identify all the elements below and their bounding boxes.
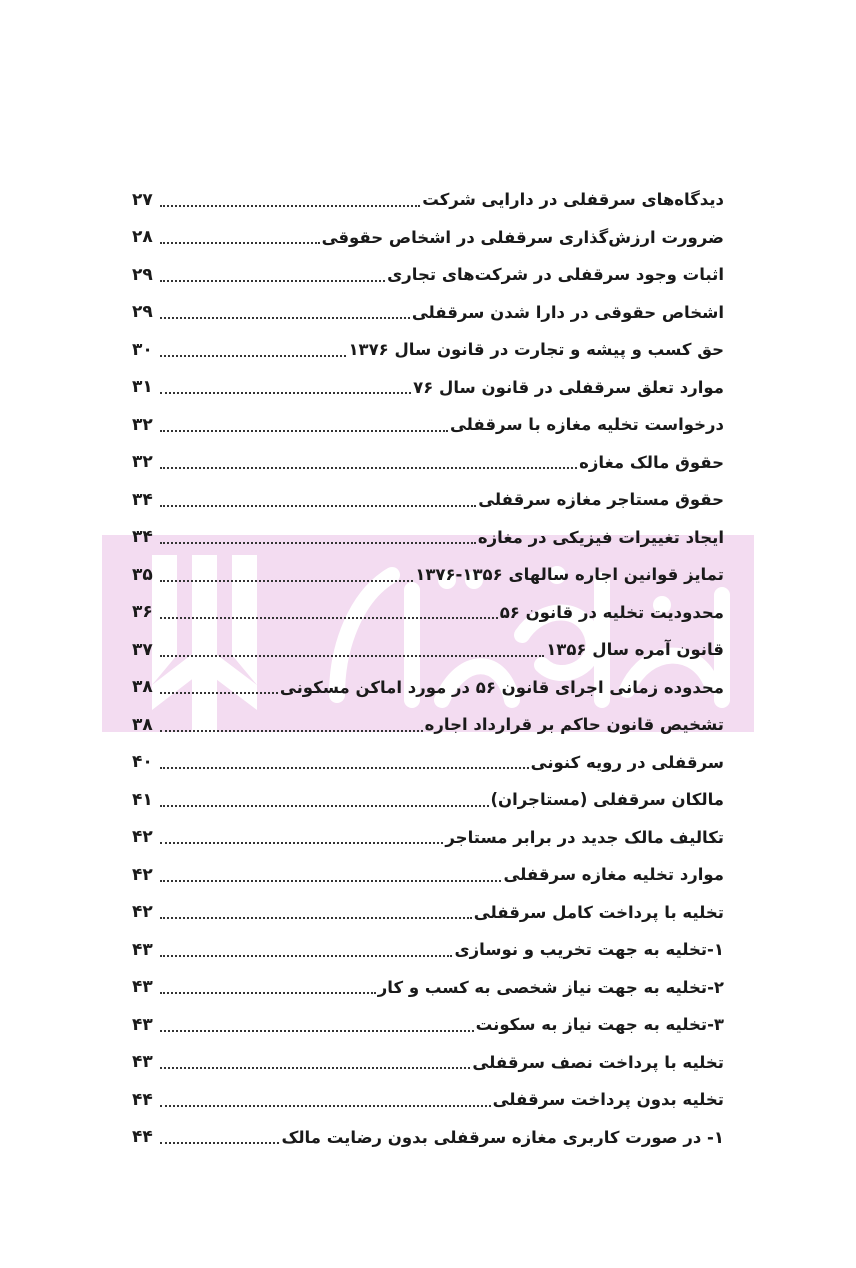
- toc-entry: [132, 519, 724, 557]
- toc-leader-dots: [160, 205, 420, 207]
- toc-entry: [132, 369, 724, 407]
- toc-entry-title: حقوق مالک مغازه: [579, 452, 724, 472]
- toc-leader-dots: [160, 842, 443, 844]
- toc-entry: [132, 894, 724, 932]
- toc-entry: [132, 594, 724, 632]
- toc-leader-dots: [160, 655, 544, 657]
- toc-entry-page-number: ۳۱: [132, 377, 153, 398]
- toc-entry: [132, 556, 724, 594]
- toc-entry-page-number: ۴۴: [132, 1127, 153, 1148]
- toc-entry-page-number: ۲۹: [132, 264, 153, 285]
- toc-entry-page-number: ۳۵: [132, 564, 153, 585]
- toc-leader-dots: [160, 1142, 279, 1144]
- toc-entry: [132, 256, 724, 294]
- toc-entry-page-number: ۴۲: [132, 827, 153, 848]
- toc-entry-page-number: ۳۶: [132, 602, 153, 623]
- toc-entry: [132, 969, 724, 1007]
- toc-entry-page-number: ۳۲: [132, 414, 153, 435]
- toc-entry-page-number: ۴۰: [132, 752, 153, 773]
- toc-entry-page-number: ۴۳: [132, 1052, 153, 1073]
- toc-entry-page-number: ۲۷: [132, 189, 153, 210]
- toc-entry: [132, 744, 724, 782]
- toc-leader-dots: [160, 1067, 470, 1069]
- toc-entry-title: محدوده زمانی اجرای قانون ۵۶ در مورد اماکن مسکونی: [279, 677, 724, 697]
- toc-entry-title: ۱-تخلیه به جهت تخریب و نوسازی: [454, 940, 724, 960]
- toc-leader-dots: [160, 542, 476, 544]
- toc-entry: [132, 856, 724, 894]
- toc-entry: [132, 444, 724, 482]
- toc-entry-title: قانون آمره سال ۱۳۵۶: [546, 640, 724, 660]
- toc-entry: [132, 1006, 724, 1044]
- toc-entry-title: تکالیف مالک جدید در برابر مستاجر: [445, 827, 724, 847]
- toc-leader-dots: [160, 1030, 474, 1032]
- toc-entry: [132, 1119, 724, 1157]
- toc-entry: [132, 181, 724, 219]
- toc-leader-dots: [160, 392, 411, 394]
- toc-entry-title: دیدگاه‌های سرقفلی در دارایی شرکت: [422, 190, 724, 210]
- toc-entry-page-number: ۲۹: [132, 302, 153, 323]
- toc-entry-page-number: ۴۳: [132, 939, 153, 960]
- toc-entry-page-number: ۳۸: [132, 677, 153, 698]
- toc-entry-title: ۱- در صورت کاربری مغازه سرقفلی بدون رضایت مالک: [281, 1127, 724, 1147]
- toc-entry-title: تخلیه بدون پرداخت سرقفلی: [492, 1090, 724, 1110]
- toc-entry-title: حقوق مستاجر مغازه سرقفلی: [478, 490, 724, 510]
- toc-entry-title: اثبات وجود سرقفلی در شرکت‌های تجاری: [387, 265, 724, 285]
- toc-entry: [132, 1044, 724, 1082]
- toc-leader-dots: [160, 355, 346, 357]
- toc-entry-title: تخلیه با پرداخت نصف سرقفلی: [472, 1052, 724, 1072]
- toc-leader-dots: [160, 692, 278, 694]
- toc-entry: [132, 294, 724, 332]
- toc-entry-page-number: ۳۷: [132, 639, 153, 660]
- toc-entry-page-number: ۴۲: [132, 902, 153, 923]
- toc-leader-dots: [160, 917, 472, 919]
- toc-leader-dots: [160, 992, 376, 994]
- toc-entry-page-number: ۳۲: [132, 452, 153, 473]
- toc-entry: [132, 931, 724, 969]
- toc-entry-page-number: ۴۳: [132, 1014, 153, 1035]
- toc-leader-dots: [160, 880, 501, 882]
- toc-entry: [132, 481, 724, 519]
- toc-entry-title: تمایز قوانین اجاره سالهای ۱۳۵۶-۱۳۷۶: [415, 565, 724, 585]
- toc-entry-title: موارد تعلق سرقفلی در قانون سال ۷۶: [413, 377, 724, 397]
- toc-entry: [132, 706, 724, 744]
- toc-entry-page-number: ۳۰: [132, 339, 153, 360]
- toc-leader-dots: [160, 730, 423, 732]
- toc-entry-title: تشخیص قانون حاکم بر قرارداد اجاره: [424, 715, 724, 735]
- toc-entry-title: محدودیت تخلیه در قانون ۵۶: [499, 602, 724, 622]
- toc-entry: [132, 669, 724, 707]
- toc-leader-dots: [160, 580, 413, 582]
- toc-entry-title: مالکان سرقفلی (مستاجران): [490, 790, 724, 810]
- toc-entry-page-number: ۴۲: [132, 864, 153, 885]
- toc-leader-dots: [160, 280, 385, 282]
- toc-entry-title: موارد تخلیه مغازه سرقفلی: [503, 865, 724, 885]
- toc-entry: [132, 631, 724, 669]
- toc-leader-dots: [160, 805, 489, 807]
- table-of-contents: [132, 181, 724, 1156]
- toc-leader-dots: [160, 505, 476, 507]
- toc-leader-dots: [160, 430, 448, 432]
- toc-entry-title: ۲-تخلیه به جهت نیاز شخصی به کسب و کار: [377, 977, 724, 997]
- toc-entry-page-number: ۴۳: [132, 977, 153, 998]
- toc-leader-dots: [160, 317, 410, 319]
- toc-leader-dots: [160, 242, 320, 244]
- toc-entry: [132, 781, 724, 819]
- toc-leader-dots: [160, 617, 498, 619]
- toc-entry-title: درخواست تخلیه مغازه با سرقفلی: [449, 415, 724, 435]
- toc-leader-dots: [160, 467, 577, 469]
- toc-entry: [132, 219, 724, 257]
- toc-entry: [132, 406, 724, 444]
- toc-entry-title: ۳-تخلیه به جهت نیاز به سکونت: [475, 1015, 724, 1035]
- toc-entry-title: سرقفلی در رویه کنونی: [530, 752, 724, 772]
- toc-entry-page-number: ۳۴: [132, 527, 153, 548]
- toc-leader-dots: [160, 1105, 491, 1107]
- toc-entry-page-number: ۴۱: [132, 789, 153, 810]
- toc-leader-dots: [160, 767, 529, 769]
- toc-entry-page-number: ۲۸: [132, 227, 153, 248]
- toc-entry-page-number: ۳۴: [132, 489, 153, 510]
- toc-entry-title: حق کسب و پیشه و تجارت در قانون سال ۱۳۷۶: [348, 340, 724, 360]
- toc-entry-title: تخلیه با پرداخت کامل سرقفلی: [473, 902, 724, 922]
- toc-entry: [132, 331, 724, 369]
- toc-entry: [132, 1081, 724, 1119]
- toc-leader-dots: [160, 955, 452, 957]
- toc-entry-page-number: ۳۸: [132, 714, 153, 735]
- toc-entry-title: ضرورت ارزش‌گذاری سرقفلی در اشخاص حقوقی: [321, 227, 724, 247]
- toc-entry-title: ایجاد تغییرات فیزیکی در مغازه: [477, 527, 724, 547]
- toc-entry-title: اشخاص حقوقی در دارا شدن سرقفلی: [411, 302, 724, 322]
- toc-entry: [132, 819, 724, 857]
- toc-entry-page-number: ۴۴: [132, 1089, 153, 1110]
